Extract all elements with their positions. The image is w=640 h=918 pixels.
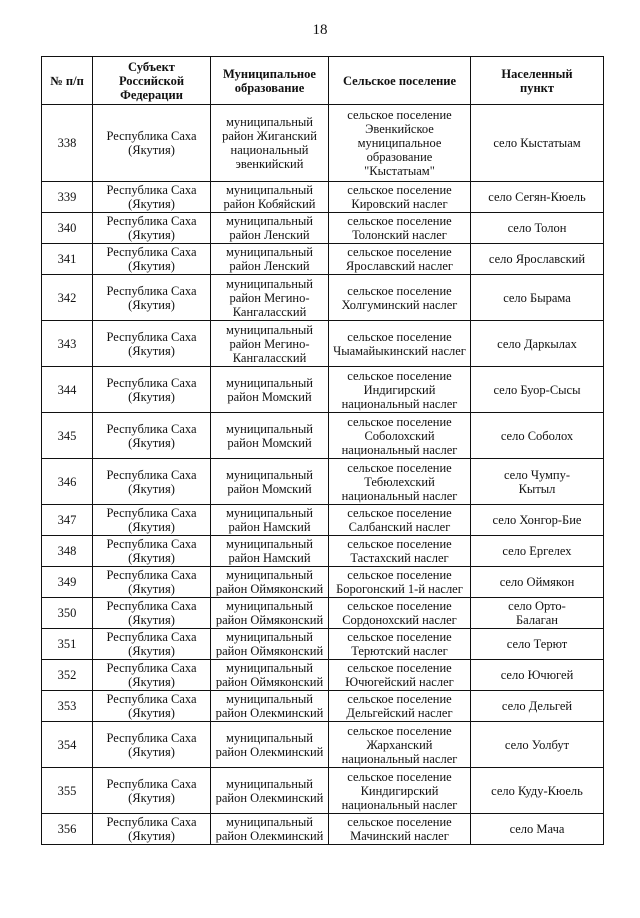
cell-municipal: [211, 567, 329, 598]
cell-subject-text: Республика Саха (Якутия): [106, 568, 197, 596]
cell-municipal-text: муниципальный район Олекминский: [215, 730, 324, 759]
cell-settlement-text: сельское поселение Холгуминский наслег: [341, 283, 458, 312]
header-municipal: [211, 57, 329, 105]
cell-subject-text: Республика Саха (Якутия): [106, 815, 197, 843]
cell-locality-text: село Соболох: [500, 428, 574, 443]
cell-municipal-text: муниципальный район Ленский: [226, 245, 313, 273]
cell-locality-text: село Ючюгей: [500, 668, 574, 682]
cell-settlement-text: сельское поселение Мачинский наслег: [347, 815, 452, 843]
cell-num: [42, 321, 93, 367]
table-row: [42, 105, 604, 182]
cell-municipal: [211, 213, 329, 244]
cell-settlement-text: сельское поселение Кировский наслег: [347, 183, 452, 211]
cell-settlement: [329, 275, 471, 321]
cell-municipal-text: муниципальный район Момский: [226, 467, 313, 496]
cell-settlement-text: сельское поселение Соболохский национальный наслег: [341, 414, 458, 457]
cell-municipal-text: муниципальный район Олекминский: [215, 692, 324, 720]
cell-settlement: [329, 105, 471, 182]
cell-subject-text: Республика Саха (Якутия): [106, 630, 197, 658]
cell-num: [42, 275, 93, 321]
cell-num: [42, 598, 93, 629]
cell-municipal-text: муниципальный район Оймяконский: [215, 568, 324, 596]
table-row: [42, 691, 604, 722]
cell-num-text: 339: [57, 190, 77, 204]
cell-municipal-text: муниципальный район Момский: [226, 375, 313, 404]
table-row: [42, 768, 604, 814]
cell-subject: [93, 691, 211, 722]
cell-settlement: [329, 722, 471, 768]
cell-settlement: [329, 536, 471, 567]
cell-settlement: [329, 413, 471, 459]
cell-locality: [471, 722, 604, 768]
cell-locality: [471, 367, 604, 413]
cell-settlement: [329, 598, 471, 629]
cell-num-text: 356: [57, 822, 77, 836]
cell-locality: [471, 567, 604, 598]
cell-municipal-text: муниципальный район Намский: [226, 506, 313, 534]
cell-settlement-text: сельское поселение Тебюлехский национальный наслег: [341, 460, 458, 503]
cell-subject-text: Республика Саха (Якутия): [106, 692, 197, 720]
cell-settlement: [329, 567, 471, 598]
cell-municipal: [211, 105, 329, 182]
cell-locality-text: село Бырама: [503, 290, 571, 305]
cell-municipal-text: муниципальный район Жиганский национальный эвенкийский: [222, 115, 317, 171]
cell-municipal: [211, 598, 329, 629]
cell-municipal-text: муниципальный район Момский: [226, 421, 313, 450]
table-row: [42, 367, 604, 413]
table-row: [42, 244, 604, 275]
cell-locality: [471, 275, 604, 321]
cell-locality: [471, 768, 604, 814]
cell-municipal: [211, 459, 329, 505]
cell-municipal-text: муниципальный район Ленский: [226, 214, 313, 242]
cell-subject: [93, 722, 211, 768]
cell-municipal-text: муниципальный район Намский: [226, 537, 313, 565]
cell-locality-text: село Толон: [507, 221, 567, 235]
cell-subject-text: Республика Саха (Якутия): [106, 661, 197, 689]
cell-num: [42, 413, 93, 459]
cell-settlement: [329, 182, 471, 213]
cell-num: [42, 629, 93, 660]
table-row: [42, 459, 604, 505]
cell-locality-text: село Куду-Кюель: [491, 783, 583, 798]
cell-subject: [93, 536, 211, 567]
cell-subject: [93, 459, 211, 505]
cell-settlement-text: сельское поселение Эвенкийское муниципальное образование "Кыстатыам": [347, 108, 452, 178]
cell-num: [42, 459, 93, 505]
table-row: [42, 413, 604, 459]
cell-municipal-text: муниципальный район Олекминский: [215, 815, 324, 843]
cell-locality-text: село Хонгор-Бие: [492, 513, 582, 527]
cell-subject: [93, 321, 211, 367]
cell-municipal: [211, 629, 329, 660]
cell-num-text: 338: [57, 136, 77, 150]
cell-num-text: 344: [57, 382, 77, 397]
header-municipal-text: Муниципальное образование: [223, 66, 316, 95]
cell-num: [42, 722, 93, 768]
table-row: [42, 275, 604, 321]
cell-num-text: 351: [57, 637, 77, 651]
cell-num-text: 355: [57, 783, 77, 798]
header-settlement: [329, 57, 471, 105]
cell-num: [42, 768, 93, 814]
cell-locality-text: село Уолбут: [504, 737, 570, 752]
cell-settlement-text: сельское поселение Чыамайыкинский наслег: [333, 329, 466, 358]
cell-subject-text: Республика Саха (Якутия): [106, 245, 197, 273]
cell-settlement: [329, 367, 471, 413]
cell-settlement: [329, 660, 471, 691]
cell-settlement-text: сельское поселение Сордонохский наслег: [342, 599, 457, 627]
table-row: [42, 505, 604, 536]
header-number: [42, 57, 93, 105]
cell-subject: [93, 105, 211, 182]
cell-locality: [471, 814, 604, 845]
header-number-text: № п/п: [50, 73, 84, 88]
cell-num-text: 345: [57, 428, 77, 443]
cell-locality-text: село Терют: [506, 637, 568, 651]
cell-municipal: [211, 275, 329, 321]
cell-locality: [471, 244, 604, 275]
cell-municipal-text: муниципальный район Кобяйский: [223, 183, 316, 211]
cell-municipal-text: муниципальный район Оймяконский: [215, 661, 324, 689]
cell-subject-text: Республика Саха (Якутия): [106, 329, 197, 358]
cell-municipal: [211, 768, 329, 814]
cell-num: [42, 244, 93, 275]
header-locality: [471, 57, 604, 105]
cell-settlement: [329, 244, 471, 275]
table-row: [42, 567, 604, 598]
cell-subject: [93, 629, 211, 660]
cell-locality-text: село Дельгей: [501, 699, 573, 713]
cell-num: [42, 182, 93, 213]
cell-settlement: [329, 321, 471, 367]
table-row: [42, 629, 604, 660]
cell-municipal: [211, 182, 329, 213]
table-row: [42, 321, 604, 367]
cell-municipal-text: муниципальный район Оймяконский: [215, 630, 324, 658]
cell-locality: [471, 321, 604, 367]
cell-num: [42, 691, 93, 722]
cell-num-text: 353: [57, 699, 77, 713]
cell-subject-text: Республика Саха (Якутия): [106, 537, 197, 565]
table-row: [42, 814, 604, 845]
cell-subject: [93, 505, 211, 536]
cell-municipal-text: муниципальный район Оймяконский: [215, 599, 324, 627]
cell-locality: [471, 660, 604, 691]
header-settlement-text: Сельское поселение: [342, 73, 457, 88]
cell-num: [42, 105, 93, 182]
cell-subject: [93, 598, 211, 629]
header-locality-text: Населенный пункт: [501, 66, 573, 95]
cell-num-text: 354: [57, 737, 77, 752]
cell-locality: [471, 105, 604, 182]
header-subject: [93, 57, 211, 105]
cell-settlement-text: сельское поселение Индигирский национальный наслег: [341, 368, 458, 411]
cell-subject-text: Республика Саха (Якутия): [106, 467, 197, 496]
cell-subject-text: Республика Саха (Якутия): [106, 283, 197, 312]
cell-municipal: [211, 321, 329, 367]
cell-locality-text: село Даркылах: [497, 336, 577, 351]
table-row: [42, 722, 604, 768]
cell-locality: [471, 459, 604, 505]
cell-num: [42, 213, 93, 244]
cell-settlement-text: сельское поселение Ючюгейский наслег: [345, 661, 454, 689]
cell-settlement: [329, 768, 471, 814]
cell-subject: [93, 182, 211, 213]
cell-num-text: 340: [57, 221, 77, 235]
cell-municipal: [211, 413, 329, 459]
cell-locality: [471, 629, 604, 660]
cell-locality: [471, 213, 604, 244]
cell-subject-text: Республика Саха (Якутия): [106, 183, 197, 211]
cell-settlement-text: сельское поселение Борогонский 1-й наслег: [336, 568, 463, 596]
cell-num: [42, 567, 93, 598]
cell-settlement-text: сельское поселение Салбанский наслег: [347, 506, 452, 534]
header-subject-text: Субъект Российской Федерации: [118, 59, 185, 102]
cell-locality: [471, 413, 604, 459]
cell-municipal: [211, 660, 329, 691]
cell-subject: [93, 768, 211, 814]
cell-subject: [93, 275, 211, 321]
cell-locality: [471, 536, 604, 567]
cell-subject: [93, 413, 211, 459]
cell-locality-text: село Ергелех: [502, 544, 572, 558]
cell-locality: [471, 598, 604, 629]
cell-num: [42, 505, 93, 536]
cell-subject: [93, 567, 211, 598]
cell-settlement: [329, 691, 471, 722]
cell-settlement-text: сельское поселение Тастахский наслег: [347, 537, 452, 565]
cell-num-text: 349: [57, 575, 77, 589]
cell-settlement-text: сельское поселение Дельгейский наслег: [346, 692, 453, 720]
cell-subject: [93, 367, 211, 413]
cell-subject-text: Республика Саха (Якутия): [106, 421, 197, 450]
cell-num-text: 342: [57, 290, 77, 305]
cell-subject: [93, 814, 211, 845]
cell-num-text: 350: [57, 606, 77, 620]
cell-num-text: 341: [57, 252, 77, 266]
cell-num-text: 346: [57, 474, 77, 489]
cell-locality-text: село Орто- Балаган: [508, 599, 566, 627]
cell-municipal: [211, 814, 329, 845]
cell-municipal-text: муниципальный район Олекминский: [215, 776, 324, 805]
cell-locality-text: село Сегян-Кюель: [488, 190, 586, 204]
cell-settlement-text: сельское поселение Жарханский национальный наслег: [341, 723, 458, 766]
cell-num-text: 352: [57, 668, 77, 682]
cell-subject: [93, 660, 211, 691]
cell-num: [42, 536, 93, 567]
cell-locality-text: село Мача: [509, 822, 565, 836]
cell-municipal: [211, 505, 329, 536]
cell-locality: [471, 691, 604, 722]
table-row: [42, 598, 604, 629]
cell-settlement: [329, 213, 471, 244]
cell-num: [42, 367, 93, 413]
cell-num-text: 343: [57, 336, 77, 351]
cell-subject: [93, 213, 211, 244]
cell-locality-text: село Чумпу- Кытыл: [503, 467, 571, 496]
cell-municipal-text: муниципальный район Мегино- Кангаласский: [226, 322, 313, 365]
table-body: [42, 105, 604, 845]
cell-settlement-text: сельское поселение Терютский наслег: [347, 630, 452, 658]
cell-subject-text: Республика Саха (Якутия): [106, 730, 197, 759]
cell-locality-text: село Ярославский: [488, 252, 586, 266]
cell-num-text: 348: [57, 544, 77, 558]
cell-municipal: [211, 691, 329, 722]
cell-municipal: [211, 244, 329, 275]
cell-settlement: [329, 814, 471, 845]
cell-subject-text: Республика Саха (Якутия): [106, 214, 197, 242]
cell-num-text: 347: [57, 513, 77, 527]
cell-municipal: [211, 722, 329, 768]
cell-settlement-text: сельское поселение Толонский наслег: [347, 214, 452, 242]
page-number: 18: [312, 22, 328, 38]
cell-subject-text: Республика Саха (Якутия): [106, 776, 197, 805]
cell-locality-text: село Буор-Сысы: [493, 382, 581, 397]
cell-municipal: [211, 367, 329, 413]
cell-settlement-text: сельское поселение Киндигирский национальный наслег: [341, 769, 458, 812]
cell-num: [42, 660, 93, 691]
cell-subject-text: Республика Саха (Якутия): [106, 129, 197, 157]
table-header-row: [42, 57, 604, 105]
cell-settlement: [329, 505, 471, 536]
cell-settlement-text: сельское поселение Ярославский наслег: [345, 245, 454, 273]
cell-subject-text: Республика Саха (Якутия): [106, 506, 197, 534]
cell-subject: [93, 244, 211, 275]
cell-municipal: [211, 536, 329, 567]
table-row: [42, 182, 604, 213]
cell-subject-text: Республика Саха (Якутия): [106, 375, 197, 404]
cell-locality: [471, 182, 604, 213]
cell-municipal-text: муниципальный район Мегино- Кангаласский: [226, 276, 313, 319]
table-row: [42, 660, 604, 691]
cell-settlement: [329, 629, 471, 660]
cell-locality-text: село Оймякон: [499, 575, 575, 589]
cell-num: [42, 814, 93, 845]
cell-settlement: [329, 459, 471, 505]
table-row: [42, 213, 604, 244]
settlements-table: [41, 56, 604, 845]
cell-locality-text: село Кыстатыам: [493, 136, 581, 150]
cell-subject-text: Республика Саха (Якутия): [106, 599, 197, 627]
table-row: [42, 536, 604, 567]
cell-locality: [471, 505, 604, 536]
